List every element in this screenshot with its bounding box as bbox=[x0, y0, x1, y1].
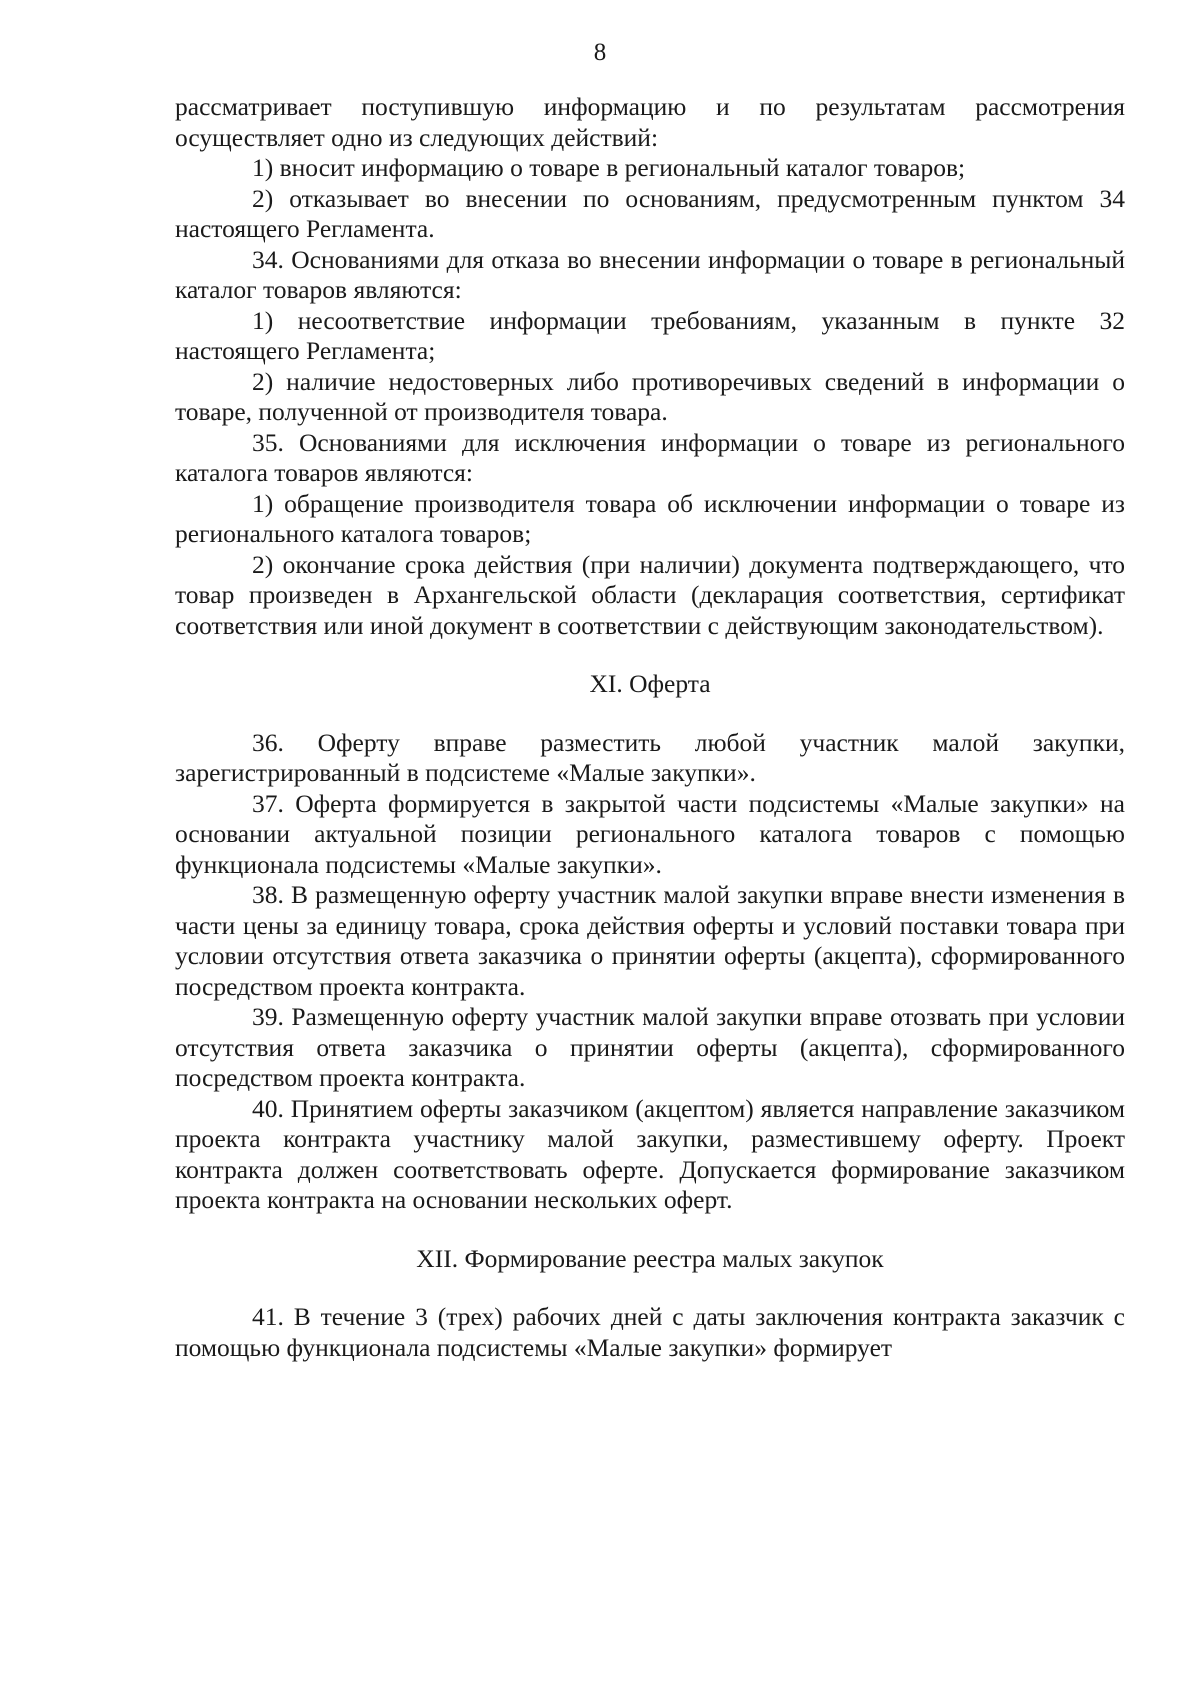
clause-36: 36. Оферту вправе разместить любой участник малой закупки, зарегистрированный в подсистеме «Малые закупки». bbox=[175, 727, 1125, 787]
section-heading-xi: XI. Оферта bbox=[589, 669, 711, 698]
list-item: 2) окончание срока действия (при наличии) документа подтверждающего, что товар произведен в Архангельской области (декларация соответствия, сертификат соответствия или иной документ в соответствии с действующим законодательством). bbox=[175, 549, 1125, 640]
paragraph-continuation: рассматривает поступившую информацию и по результатам рассмотрения осуществляет одно из следующих действий: bbox=[175, 92, 1125, 152]
clause-40: 40. Принятием оферты заказчиком (акцептом) является направление заказчиком проекта контракта участнику малой закупки, разместившему оферту. Проект контракта должен соответствовать оферте. Допускается формирование заказчиком проекта контракта на основании нескольких оферт. bbox=[175, 1093, 1125, 1214]
clause-41: 41. В течение 3 (трех) рабочих дней с даты заключения контракта заказчик с помощью функционала подсистемы «Малые закупки» формирует bbox=[175, 1302, 1125, 1362]
document-body bbox=[175, 92, 1125, 1363]
clause-35: 35. Основаниями для исключения информации о товаре из регионального каталога товаров являются: bbox=[175, 427, 1125, 487]
list-item: 1) несоответствие информации требованиям, указанным в пункте 32 настоящего Регламента; bbox=[175, 305, 1125, 365]
clause-37: 37. Оферта формируется в закрытой части подсистемы «Малые закупки» на основании актуальной позиции регионального каталога товаров с помощью функционала подсистемы «Малые закупки». bbox=[175, 788, 1125, 879]
section-heading-xii: XII. Формирование реестра малых закупок bbox=[416, 1243, 884, 1273]
page-number: 8 bbox=[593, 39, 607, 66]
list-item: 1) обращение производителя товара об исключении информации о товаре из регионального каталога товаров; bbox=[175, 488, 1125, 548]
list-item: 2) наличие недостоверных либо противоречивых сведений в информации о товаре, полученной от производителя товара. bbox=[175, 366, 1125, 426]
clause-38: 38. В размещенную оферту участник малой закупки вправе внести изменения в части цены за единицу товара, срока действия оферты и условий поставки товара при условии отсутствия ответа заказчика о принятии оферты (акцепта), сформированного посредством проекта контракта. bbox=[175, 880, 1125, 1001]
clause-34: 34. Основаниями для отказа во внесении информации о товаре в региональный каталог товаров являются: bbox=[175, 244, 1125, 304]
list-item: 2) отказывает во внесении по основаниям, предусмотренным пунктом 34 настоящего Регламента. bbox=[175, 183, 1125, 243]
clause-39: 39. Размещенную оферту участник малой закупки вправе отозвать при условии отсутствия ответа заказчика о принятии оферты (акцепта), сформированного посредством проекта контракта. bbox=[175, 1002, 1125, 1092]
list-item: 1) вносит информацию о товаре в региональный каталог товаров; bbox=[252, 153, 966, 182]
